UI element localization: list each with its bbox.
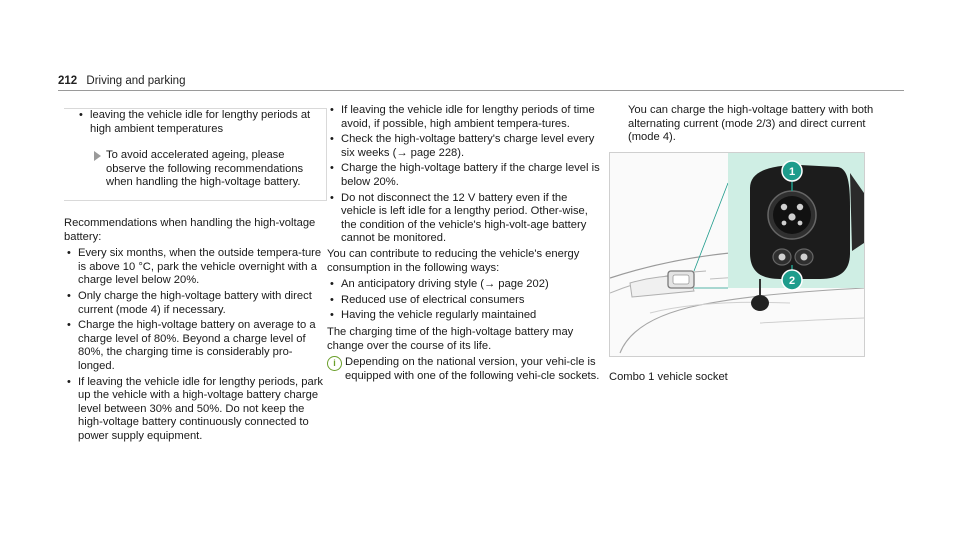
info-note bbox=[327, 356, 602, 383]
list-item: • Charge the high-voltage battery on average to a charge level of 80%. Beyond a charge level of 80%, the charging time is considerably pro-longed. bbox=[64, 319, 326, 373]
column-3 bbox=[628, 104, 878, 148]
list-item: • Charge the high-voltage battery if the charge level is below 20%. bbox=[327, 162, 602, 189]
energy-intro: You can contribute to reducing the vehicle's energy consumption in the following ways: bbox=[327, 247, 580, 274]
list-item bbox=[327, 133, 602, 160]
list-item: • If leaving the vehicle idle for lengthy periods of time avoid, if possible, high ambient tempera-tures. bbox=[327, 104, 602, 131]
callout-2-label: 2 bbox=[788, 275, 796, 287]
info-note-text: Depending on the national version, your vehi-cle is equipped with one of the following vehi-cle sockets. bbox=[345, 356, 600, 382]
notice-box bbox=[64, 108, 327, 201]
list-item: • Reduced use of electrical consumers bbox=[327, 294, 602, 308]
car-socket-illustration bbox=[610, 153, 864, 356]
list-item: • Do not disconnect the 12 V battery even if the vehicle is left idle for a lengthy period. Other-wise, the condition of the vehicle's high-volt-age battery cannot be monitored. bbox=[327, 192, 602, 246]
page-link[interactable]: Check the high-voltage battery's charge level every six weeks (→ page 228). bbox=[341, 133, 595, 159]
column-1 bbox=[64, 108, 326, 445]
charging-modes-paragraph: You can charge the high-voltage battery with both alternating current (mode 2/3) and direct current (mode 4). bbox=[628, 104, 874, 144]
vehicle-socket-figure bbox=[609, 152, 865, 357]
box-bullet: • leaving the vehicle idle for lengthy periods at high ambient temperatures bbox=[76, 109, 320, 136]
box-instruction bbox=[76, 149, 320, 190]
figure-caption: Combo 1 vehicle socket bbox=[609, 371, 728, 383]
callout-1-label: 1 bbox=[788, 166, 796, 178]
column-2 bbox=[327, 104, 602, 383]
header-rule bbox=[58, 90, 904, 91]
list-item: • Only charge the high-voltage battery with direct current (mode 4) if necessary. bbox=[64, 290, 326, 317]
recommendations-intro: Recommendations when handling the high-voltage battery: bbox=[64, 216, 316, 243]
page-number: 212 bbox=[58, 75, 78, 87]
box-instruction-text: To avoid accelerated ageing, please observe the following recommendations when handling the high-voltage battery. bbox=[106, 149, 304, 189]
list-item bbox=[327, 278, 602, 292]
info-icon: i bbox=[327, 356, 342, 371]
page-header bbox=[58, 75, 185, 87]
charging-time-paragraph: The charging time of the high-voltage battery may change over the course of its life. bbox=[327, 325, 574, 352]
arrow-right-icon bbox=[94, 151, 101, 161]
list-item: • Having the vehicle regularly maintained bbox=[327, 309, 602, 323]
list-item: • If leaving the vehicle idle for lengthy periods, park up the vehicle with a high-voltage battery charge level between 30% and 50%. Do not keep the high-voltage battery continuously connected to power supply equipment. bbox=[64, 376, 326, 444]
page-link[interactable]: An anticipatory driving style (→ page 202) bbox=[341, 278, 549, 291]
list-item: • Every six months, when the outside tempera-ture is above 10 °C, park the vehicle overnight with a charge level below 20%. bbox=[64, 247, 326, 288]
section-title: Driving and parking bbox=[86, 75, 186, 87]
